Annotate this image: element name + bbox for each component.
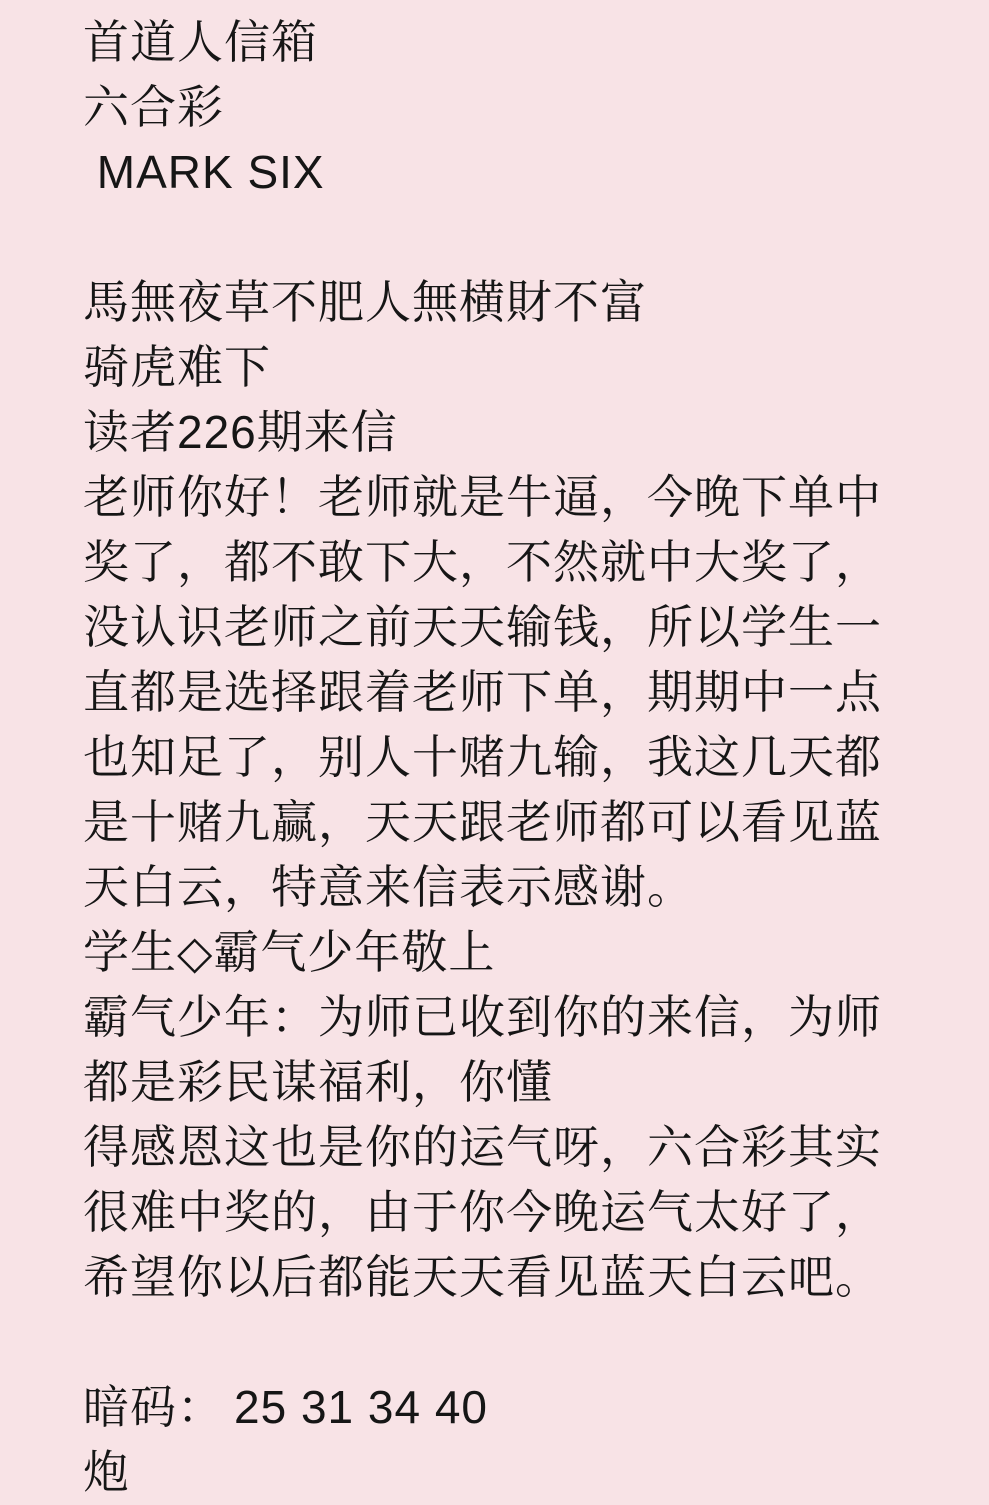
reply-line: 希望你以后都能天天看见蓝天白云吧。	[83, 1251, 882, 1303]
secret-code-value: 25 31 34 40	[234, 1381, 489, 1433]
letter-line: 天白云，特意来信表示感谢。	[83, 861, 694, 913]
signature-line: 学生◇霸气少年敬上	[83, 926, 496, 978]
lottery-name: 六合彩	[83, 81, 224, 133]
letter-line: 也知足了，别人十赌九输，我这几天都	[83, 731, 882, 783]
reply-line: 都是彩民谋福利，你懂	[83, 1056, 553, 1108]
reply-line: 得感恩这也是你的运气呀，六合彩其实	[83, 1121, 882, 1173]
reply-line: 很难中奖的，由于你今晚运气太好了，	[83, 1186, 882, 1238]
letter-heading: 读者226期来信	[83, 406, 398, 458]
blank-line	[83, 205, 959, 270]
letter-line: 是十赌九赢，天天跟老师都可以看见蓝	[83, 796, 882, 848]
letter-line: 没认识老师之前天天输钱，所以学生一	[83, 601, 882, 653]
idiom-line: 骑虎难下	[83, 341, 271, 393]
page-title: 首道人信箱	[83, 16, 318, 68]
proverb-line: 馬無夜草不肥人無横財不富	[83, 276, 647, 328]
symbol-word: 炮	[83, 1446, 130, 1498]
letter-line: 老师你好！老师就是牛逼，今晚下单中	[83, 471, 882, 523]
secret-code-label: 暗码：	[83, 1381, 224, 1433]
blank-line	[83, 1310, 959, 1375]
lottery-name-en: MARK SIX	[83, 146, 325, 198]
reply-line: 霸气少年：为师已收到你的来信，为师	[83, 991, 882, 1043]
secret-code-line	[83, 1375, 959, 1440]
letter-line: 奖了，都不敢下大，不然就中大奖了，	[83, 536, 882, 588]
letter-line: 直都是选择跟着老师下单，期期中一点	[83, 666, 882, 718]
